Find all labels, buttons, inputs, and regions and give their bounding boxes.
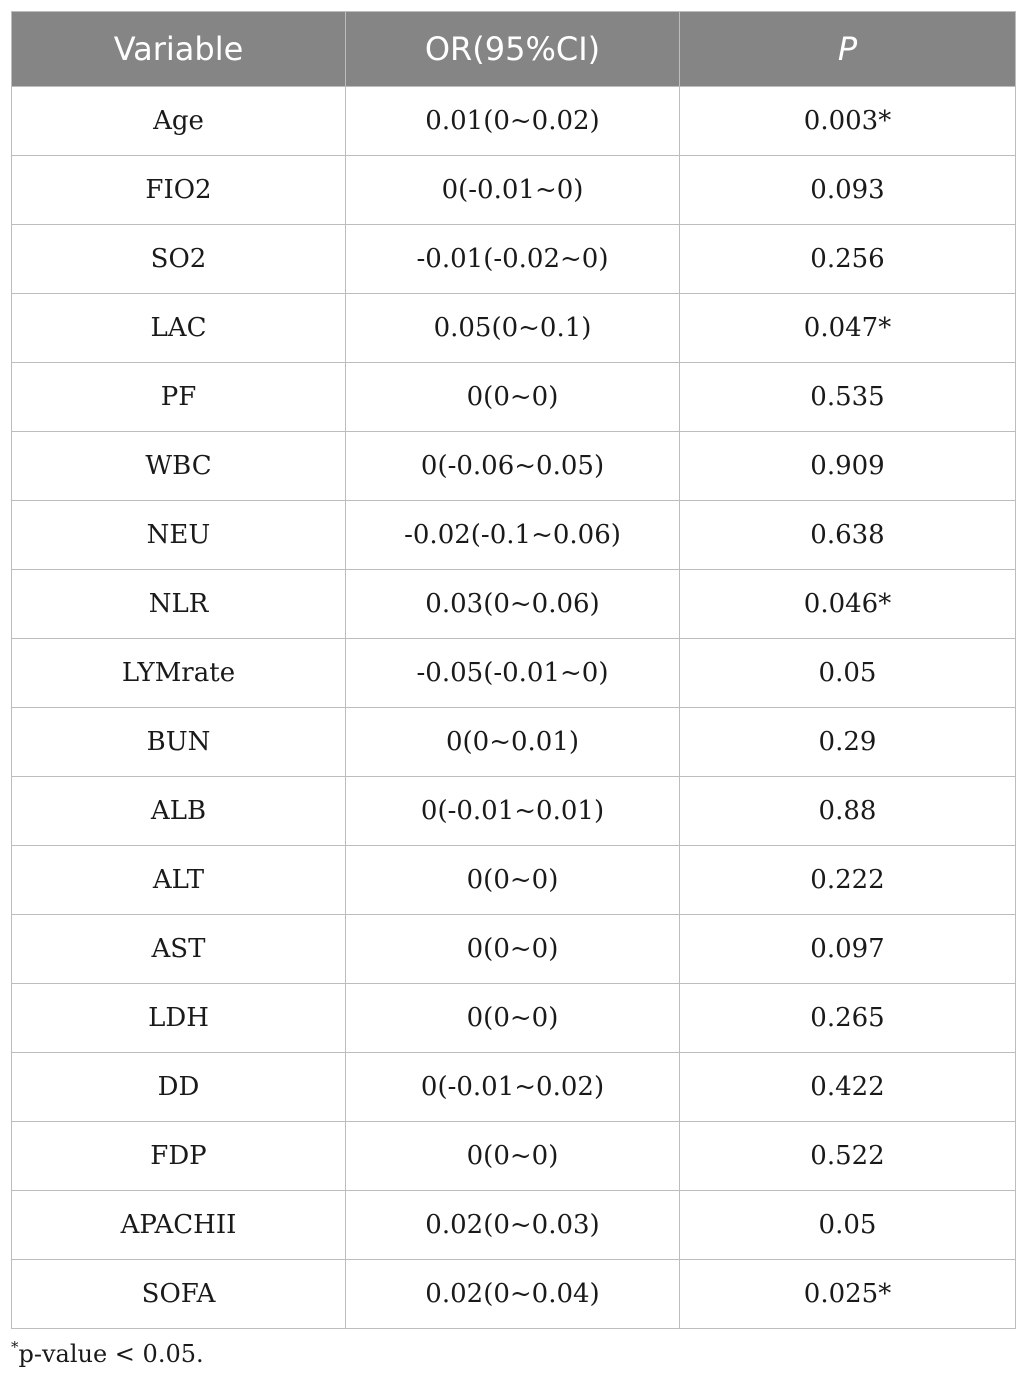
- table-row: [12, 294, 1016, 363]
- cell-variable: FIO2: [12, 156, 346, 225]
- table-row: [12, 1260, 1016, 1329]
- footnote-text: p-value < 0.05.: [18, 1340, 204, 1368]
- table-row: [12, 777, 1016, 846]
- cell-p-value: 0.638: [680, 501, 1016, 570]
- header-row: [12, 12, 1016, 87]
- cell-variable: LAC: [12, 294, 346, 363]
- cell-variable: AST: [12, 915, 346, 984]
- cell-p-value: 0.535: [680, 363, 1016, 432]
- cell-or-ci: 0.02(0~0.03): [346, 1191, 680, 1260]
- cell-or-ci: -0.05(-0.01~0): [346, 639, 680, 708]
- cell-or-ci: 0.05(0~0.1): [346, 294, 680, 363]
- cell-variable: Age: [12, 87, 346, 156]
- cell-variable: WBC: [12, 432, 346, 501]
- header-p-value: P: [680, 12, 1016, 87]
- results-table-container: [11, 11, 1015, 1329]
- cell-p-value: 0.522: [680, 1122, 1016, 1191]
- cell-p-value: 0.05: [680, 1191, 1016, 1260]
- cell-or-ci: -0.02(-0.1~0.06): [346, 501, 680, 570]
- footnote: [11, 1340, 204, 1368]
- table-row: [12, 156, 1016, 225]
- table-row: [12, 432, 1016, 501]
- cell-p-value: 0.05: [680, 639, 1016, 708]
- cell-p-value: 0.222: [680, 846, 1016, 915]
- table-row: [12, 1122, 1016, 1191]
- cell-p-value: 0.046*: [680, 570, 1016, 639]
- table-row: [12, 708, 1016, 777]
- cell-variable: FDP: [12, 1122, 346, 1191]
- cell-p-value: 0.265: [680, 984, 1016, 1053]
- table-row: [12, 846, 1016, 915]
- table-row: [12, 984, 1016, 1053]
- cell-variable: LYMrate: [12, 639, 346, 708]
- cell-or-ci: 0.03(0~0.06): [346, 570, 680, 639]
- cell-variable: BUN: [12, 708, 346, 777]
- footnote-marker: *: [11, 1338, 19, 1356]
- cell-p-value: 0.422: [680, 1053, 1016, 1122]
- cell-or-ci: 0.02(0~0.04): [346, 1260, 680, 1329]
- cell-or-ci: -0.01(-0.02~0): [346, 225, 680, 294]
- cell-variable: APACHII: [12, 1191, 346, 1260]
- cell-or-ci: 0(0~0): [346, 1122, 680, 1191]
- table-row: [12, 915, 1016, 984]
- table-header: [12, 12, 1016, 87]
- table-row: [12, 570, 1016, 639]
- cell-p-value: 0.093: [680, 156, 1016, 225]
- cell-or-ci: 0(0~0): [346, 915, 680, 984]
- cell-or-ci: 0(-0.01~0.02): [346, 1053, 680, 1122]
- cell-p-value: 0.097: [680, 915, 1016, 984]
- results-table: [11, 11, 1016, 1329]
- cell-p-value: 0.88: [680, 777, 1016, 846]
- cell-or-ci: 0.01(0~0.02): [346, 87, 680, 156]
- table-body: [12, 87, 1016, 1329]
- cell-variable: ALT: [12, 846, 346, 915]
- cell-or-ci: 0(0~0): [346, 984, 680, 1053]
- cell-p-value: 0.256: [680, 225, 1016, 294]
- cell-or-ci: 0(-0.01~0.01): [346, 777, 680, 846]
- header-or-ci: OR(95%CI): [346, 12, 680, 87]
- cell-or-ci: 0(-0.01~0): [346, 156, 680, 225]
- cell-or-ci: 0(0~0): [346, 846, 680, 915]
- cell-variable: ALB: [12, 777, 346, 846]
- table-row: [12, 363, 1016, 432]
- cell-p-value: 0.29: [680, 708, 1016, 777]
- table-row: [12, 1191, 1016, 1260]
- cell-variable: SOFA: [12, 1260, 346, 1329]
- cell-variable: PF: [12, 363, 346, 432]
- table-row: [12, 1053, 1016, 1122]
- cell-variable: LDH: [12, 984, 346, 1053]
- cell-p-value: 0.909: [680, 432, 1016, 501]
- cell-or-ci: 0(0~0): [346, 363, 680, 432]
- cell-variable: DD: [12, 1053, 346, 1122]
- cell-p-value: 0.047*: [680, 294, 1016, 363]
- cell-or-ci: 0(-0.06~0.05): [346, 432, 680, 501]
- table-row: [12, 639, 1016, 708]
- cell-p-value: 0.025*: [680, 1260, 1016, 1329]
- table-row: [12, 225, 1016, 294]
- cell-or-ci: 0(0~0.01): [346, 708, 680, 777]
- table-row: [12, 501, 1016, 570]
- cell-variable: NEU: [12, 501, 346, 570]
- cell-variable: SO2: [12, 225, 346, 294]
- cell-variable: NLR: [12, 570, 346, 639]
- header-variable: Variable: [12, 12, 346, 87]
- cell-p-value: 0.003*: [680, 87, 1016, 156]
- table-row: [12, 87, 1016, 156]
